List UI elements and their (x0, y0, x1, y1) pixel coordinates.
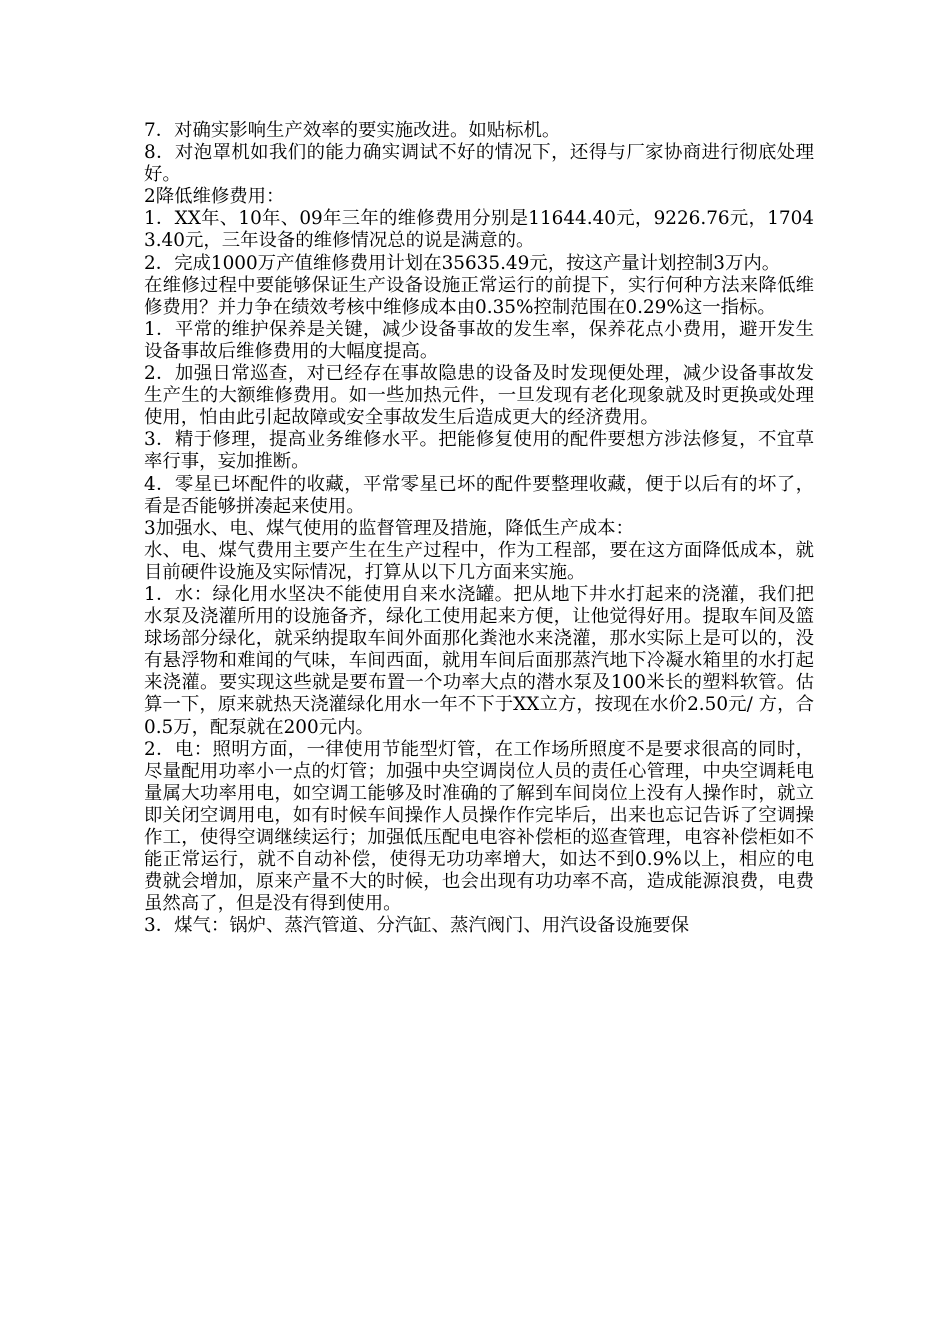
paragraph-utilities-intro: 水、电、煤气费用主要产生在生产过程中，作为工程部，要在这方面降低成本，就目前硬件设施及实际情况，打算从以下几方面来实施。 (144, 539, 814, 583)
section-heading-utilities: 3加强水、电、煤气使用的监督管理及措施，降低生产成本： (144, 517, 634, 539)
paragraph-maintenance-plan: 2．完成1000万产值维修费用计划在35635.49元，按这产量计划控制3万内。 (144, 252, 781, 274)
paragraph-maintenance-1: 1．平常的维护保养是关键，减少设备事故的发生率，保养花点小费用，避开发生设备事故后维修费用的大幅度提高。 (144, 318, 814, 362)
paragraph-item-8: 8．对泡罩机如我们的能力确实调试不好的情况下，还得与厂家协商进行彻底处理好。 (144, 142, 814, 186)
paragraph-maintenance-2: 2．加强日常巡查，对已经存在事故隐患的设备及时发现便处理，减少设备事故发生产生的大额维修费用。如一些加热元件，一旦发现有老化现象就及时更换或处理使用，怕由此引起故障或安全事故发生后造成更大的经济费用。 (144, 363, 814, 429)
paragraph-water: 1．水：绿化用水坚决不能使用自来水浇罐。把从地下井水打起来的浇灌，我们把水泵及浇灌所用的设施备齐，绿化工使用起来方便，让他觉得好用。提取车间及篮球场部分绿化，就采纳提取车间外面那化粪池水来浇灌，那水实际上是可以的，没有悬浮物和难闻的气味，车间西面，就用车间后面那蒸汽地下冷凝水箱里的水打起来浇灌。要实现这些就是要布置一个功率大点的潜水泵及100米长的塑料软管。估算一下，原来就热天浇灌绿化用水一年不下于XX立方，按现在水价2.50元/ 方，合0.5万，配泵就在200元内。 (144, 583, 814, 738)
paragraph-maintenance-3: 3．精于修理，提高业务维修水平。把能修复使用的配件要想方涉法修复，不宜草率行事，妄加推断。 (144, 429, 814, 473)
paragraph-item-7: 7．对确实影响生产效率的要实施改进。如贴标机。 (144, 120, 561, 141)
paragraph-maintenance-4: 4．零星已坏配件的收藏，平常零星已坏的配件要整理收藏，便于以后有的坏了，看是否能够拼凑起来使用。 (144, 473, 814, 517)
section-heading-reduce-maintenance: 2降低维修费用： (144, 186, 285, 208)
paragraph-maintenance-costs: 1．XX年、10年、09年三年的维修费用分别是11644.40元，9226.76元，17043.40元，三年设备的维修情况总的说是满意的。 (144, 208, 814, 252)
document-page (144, 120, 814, 937)
paragraph-maintenance-intro: 在维修过程中要能够保证生产设备设施正常运行的前提下，实行何种方法来降低维修费用？并力争在绩效考核中维修成本由0.35%控制范围在0.29%这一指标。 (144, 274, 814, 318)
paragraph-gas: 3．煤气：锅炉、蒸汽管道、分汽缸、蒸汽阀门、用汽设备设施要保 (144, 915, 690, 937)
paragraph-electricity: 2．电：照明方面，一律使用节能型灯管，在工作场所照度不是要求很高的同时，尽量配用功率小一点的灯管；加强中央空调岗位人员的责任心管理，中央空调耗电量属大功率用电，如空调工能够及时准确的了解到车间岗位上没有人操作时，就立即关闭空调用电，如有时候车间操作人员操作作完毕后，出来也忘记告诉了空调操作工，使得空调继续运行；加强低压配电电容补偿柜的巡查管理，电容补偿柜如不能正常运行，就不自动补偿，使得无功功率增大，如达不到0.9%以上，相应的电费就会增加，原来产量不大的时候，也会出现有功功率不高，造成能源浪费，电费虽然高了，但是没有得到使用。 (144, 738, 814, 915)
